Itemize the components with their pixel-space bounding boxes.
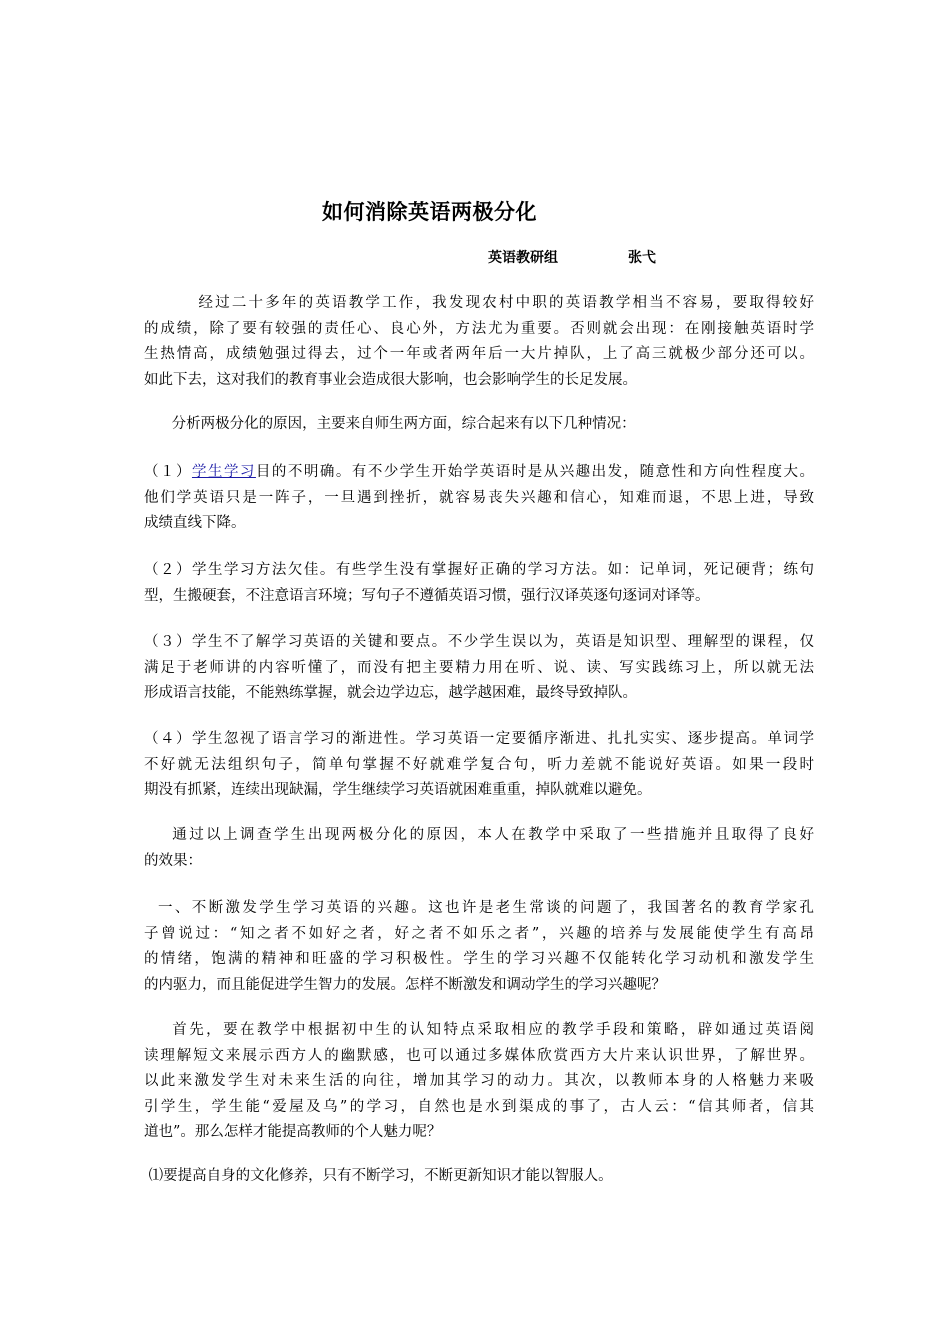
text-line: 型，生搬硬套，不注意语言环境；写句子不遵循英语习惯，强行汉译英逐句逐词对译等。 bbox=[144, 587, 710, 604]
text-line: 子曾说过：“知之者不如好之者，好之者不如乐之者”，兴趣的培养与发展能使学生有高昂 bbox=[144, 925, 814, 942]
paragraph-reason-4 bbox=[144, 727, 814, 804]
text-line: 成绩直线下降。 bbox=[144, 515, 246, 531]
text-line: 首先，要在教学中根据初中生的认知特点采取相应的教学手段和策略，辟如通过英语阅 bbox=[144, 1022, 814, 1038]
text-line: 的情绪，饱满的精神和旺盛的学习积极性。学生的学习兴趣不仅能转化学习动机和激发学生 bbox=[144, 951, 814, 967]
item-number: （１） bbox=[144, 464, 192, 480]
paragraph-intro bbox=[144, 291, 814, 393]
text-line: 道也”。那么怎样才能提高教师的个人魅力呢？ bbox=[144, 1124, 442, 1140]
document-title: 如何消除英语两极分化 bbox=[322, 200, 537, 224]
text-line: 他们学英语只是一阵子，一旦遇到挫折，就容易丧失兴趣和信心，知难而退，不思上进，导致 bbox=[144, 489, 814, 506]
paragraph-firstly bbox=[144, 1018, 814, 1146]
paragraph-reason-1 bbox=[144, 460, 814, 537]
paragraph-measures-intro bbox=[144, 823, 814, 874]
text-line: 以此来激发学生对未来生活的向往，增加其学习的动力。其次，以教师本身的人格魅力来吸 bbox=[144, 1073, 814, 1089]
text-line: 如此下去，这对我们的教育事业会造成很大影响，也会影响学生的长足发展。 bbox=[144, 371, 637, 388]
paragraph-reason-2 bbox=[144, 558, 814, 609]
study-link[interactable]: 学生学习 bbox=[191, 464, 256, 480]
text-line: ⑴要提高自身的文化修养，只有不断学习，不断更新知识才能以智服人。 bbox=[144, 1168, 613, 1184]
text-line: 生热情高，成绩勉强过得去，过个一年或者两年后一大片掉队，上了高三就极少部分还可以。 bbox=[144, 346, 814, 362]
text-line: 期没有抓紧，连续出现缺漏，学生继续学习英语就困难重重，掉队就难以避免。 bbox=[144, 782, 652, 798]
text-line: 读理解短文来展示西方人的幽默感，也可以通过多媒体欣赏西方大片来认识世界，了解世界。 bbox=[144, 1047, 814, 1064]
paragraph-analysis bbox=[144, 412, 814, 438]
text-line: 满足于老师讲的内容听懂了，而没有把主要精力用在听、说、读、写实践练习上，所以就无法 bbox=[144, 659, 814, 676]
text-line: 经过二十多年的英语教学工作，我发现农村中职的英语教学相当不容易，要取得较好 bbox=[144, 295, 814, 311]
text-line: 分析两极分化的原因，主要来自师生两方面，综合起来有以下几种情况： bbox=[144, 416, 636, 432]
text-line: 的成绩，除了要有较强的责任心、良心外，方法尤为重要。否则就会出现：在刚接触英语时学 bbox=[144, 320, 814, 337]
text-line: （３）学生不了解学习英语的关键和要点。不少学生误以为，英语是知识型、理解型的课程，仅 bbox=[144, 634, 814, 650]
paragraph-measure-1 bbox=[144, 896, 814, 998]
text-line: 形成语言技能，不能熟练掌握，就会边学边忘，越学越困难，最终导致掉队。 bbox=[144, 685, 637, 701]
author-name: 张弋 bbox=[628, 250, 656, 266]
paragraph-sub-item-1 bbox=[144, 1164, 814, 1190]
text-line: 的内驱力，而且能促进学生智力的发展。怎样不断激发和调动学生的学习兴趣呢？ bbox=[144, 976, 666, 993]
text-segment: 目的不明确。有不少学生开始学英语时是从兴趣出发，随意性和方向性程度大。 bbox=[255, 464, 815, 480]
author-group: 英语教研组 bbox=[488, 250, 558, 266]
text-line: 不好就无法组织句子，简单句掌握不好就难学复合句，听力差就不能说好英语。如果一段时 bbox=[144, 756, 814, 773]
text-line: 的效果： bbox=[144, 852, 202, 869]
text-line: （２）学生学习方法欠佳。有些学生没有掌握好正确的学习方法。如：记单词，死记硬背；练句 bbox=[144, 562, 814, 578]
text-line bbox=[144, 460, 814, 486]
text-line: 引学生，学生能“爱屋及乌”的学习，自然也是水到渠成的事了，古人云：“信其师者，信其 bbox=[144, 1098, 814, 1115]
text-line: 一、不断激发学生学习英语的兴趣。这也许是老生常谈的问题了，我国著名的教育学家孔 bbox=[144, 900, 814, 916]
paragraph-reason-3 bbox=[144, 630, 814, 707]
text-line: 通过以上调查学生出现两极分化的原因，本人在教学中采取了一些措施并且取得了良好 bbox=[144, 827, 814, 843]
text-line: （４）学生忽视了语言学习的渐进性。学习英语一定要循序渐进、扎扎实实、逐步提高。单词学 bbox=[144, 731, 814, 747]
